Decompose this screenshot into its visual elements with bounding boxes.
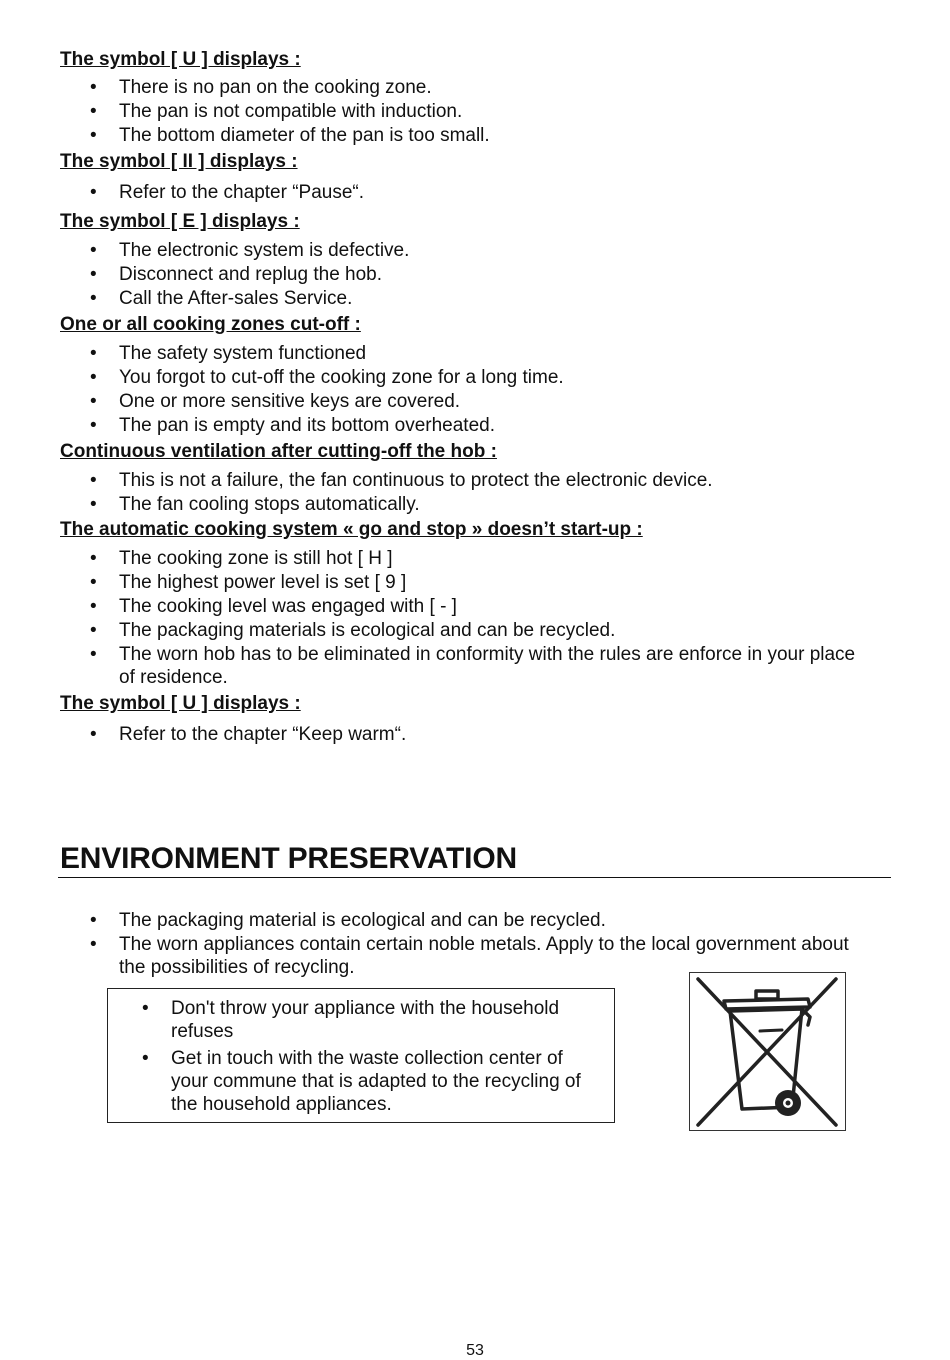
list-item: • The electronic system is defective. <box>90 239 860 262</box>
list-item: • Get in touch with the waste collection center of your commune that is adapted to the recycling of the household appliances. <box>142 1047 602 1116</box>
list-item: • Refer to the chapter “Pause“. <box>90 181 860 204</box>
section-heading-symbol-ii: The symbol [ II ] displays : <box>60 151 298 172</box>
list-item: • The safety system functioned <box>90 342 860 365</box>
section-list-continuous-ventilation <box>90 469 860 517</box>
list-item: • The worn hob has to be eliminated in conformity with the rules are enforce in your place of residence. <box>90 643 860 689</box>
crossed-out-wheelie-bin-icon <box>690 973 844 1129</box>
list-item: • The pan is empty and its bottom overheated. <box>90 414 860 437</box>
list-item: • One or more sensitive keys are covered. <box>90 390 860 413</box>
section-heading-zones-cut-off: One or all cooking zones cut-off : <box>60 314 361 335</box>
list-item: • The packaging materials is ecological and can be recycled. <box>90 619 860 642</box>
list-item: • This is not a failure, the fan continuous to protect the electronic device. <box>90 469 860 492</box>
list-item: • Refer to the chapter “Keep warm“. <box>90 723 860 746</box>
list-item: • The bottom diameter of the pan is too small. <box>90 124 860 147</box>
section-heading-symbol-e: The symbol [ E ] displays : <box>60 211 300 232</box>
disposal-notice-list <box>142 997 602 1120</box>
list-item: • The worn appliances contain certain noble metals. Apply to the local government about the possibilities of recycling. <box>90 933 860 979</box>
section-list-zones-cut-off <box>90 342 860 438</box>
title-divider <box>58 877 891 878</box>
weee-symbol-frame <box>689 972 846 1131</box>
section-heading-continuous-ventilation: Continuous ventilation after cutting-off the hob : <box>60 441 497 462</box>
list-item: • Don't throw your appliance with the household refuses <box>142 997 602 1043</box>
section-heading-symbol-u-keep-warm: The symbol [ U ] displays : <box>60 693 301 714</box>
list-item: • Disconnect and replug the hob. <box>90 263 860 286</box>
list-item: • The highest power level is set [ 9 ] <box>90 571 860 594</box>
disposal-notice-box <box>107 988 615 1123</box>
list-item: • The fan cooling stops automatically. <box>90 493 860 516</box>
list-item: • Call the After-sales Service. <box>90 287 860 310</box>
section-list-symbol-ii <box>90 181 860 205</box>
section-list-go-and-stop <box>90 547 860 690</box>
list-item: • The pan is not compatible with induction. <box>90 100 860 123</box>
list-item: • The packaging material is ecological and can be recycled. <box>90 909 860 932</box>
list-item: • There is no pan on the cooking zone. <box>90 76 860 99</box>
list-item: • The cooking zone is still hot [ H ] <box>90 547 860 570</box>
environment-list <box>90 909 860 980</box>
list-item: • You forgot to cut-off the cooking zone for a long time. <box>90 366 860 389</box>
page-number: 53 <box>466 1342 484 1359</box>
section-heading-symbol-u: The symbol [ U ] displays : <box>60 49 301 70</box>
section-list-symbol-u-keep-warm <box>90 723 860 747</box>
section-list-symbol-e <box>90 239 860 311</box>
environment-title: ENVIRONMENT PRESERVATION <box>60 842 517 875</box>
section-list-symbol-u <box>90 76 860 148</box>
section-heading-go-and-stop: The automatic cooking system « go and stop » doesn’t start-up : <box>60 519 643 540</box>
list-item: • The cooking level was engaged with [ - ] <box>90 595 860 618</box>
